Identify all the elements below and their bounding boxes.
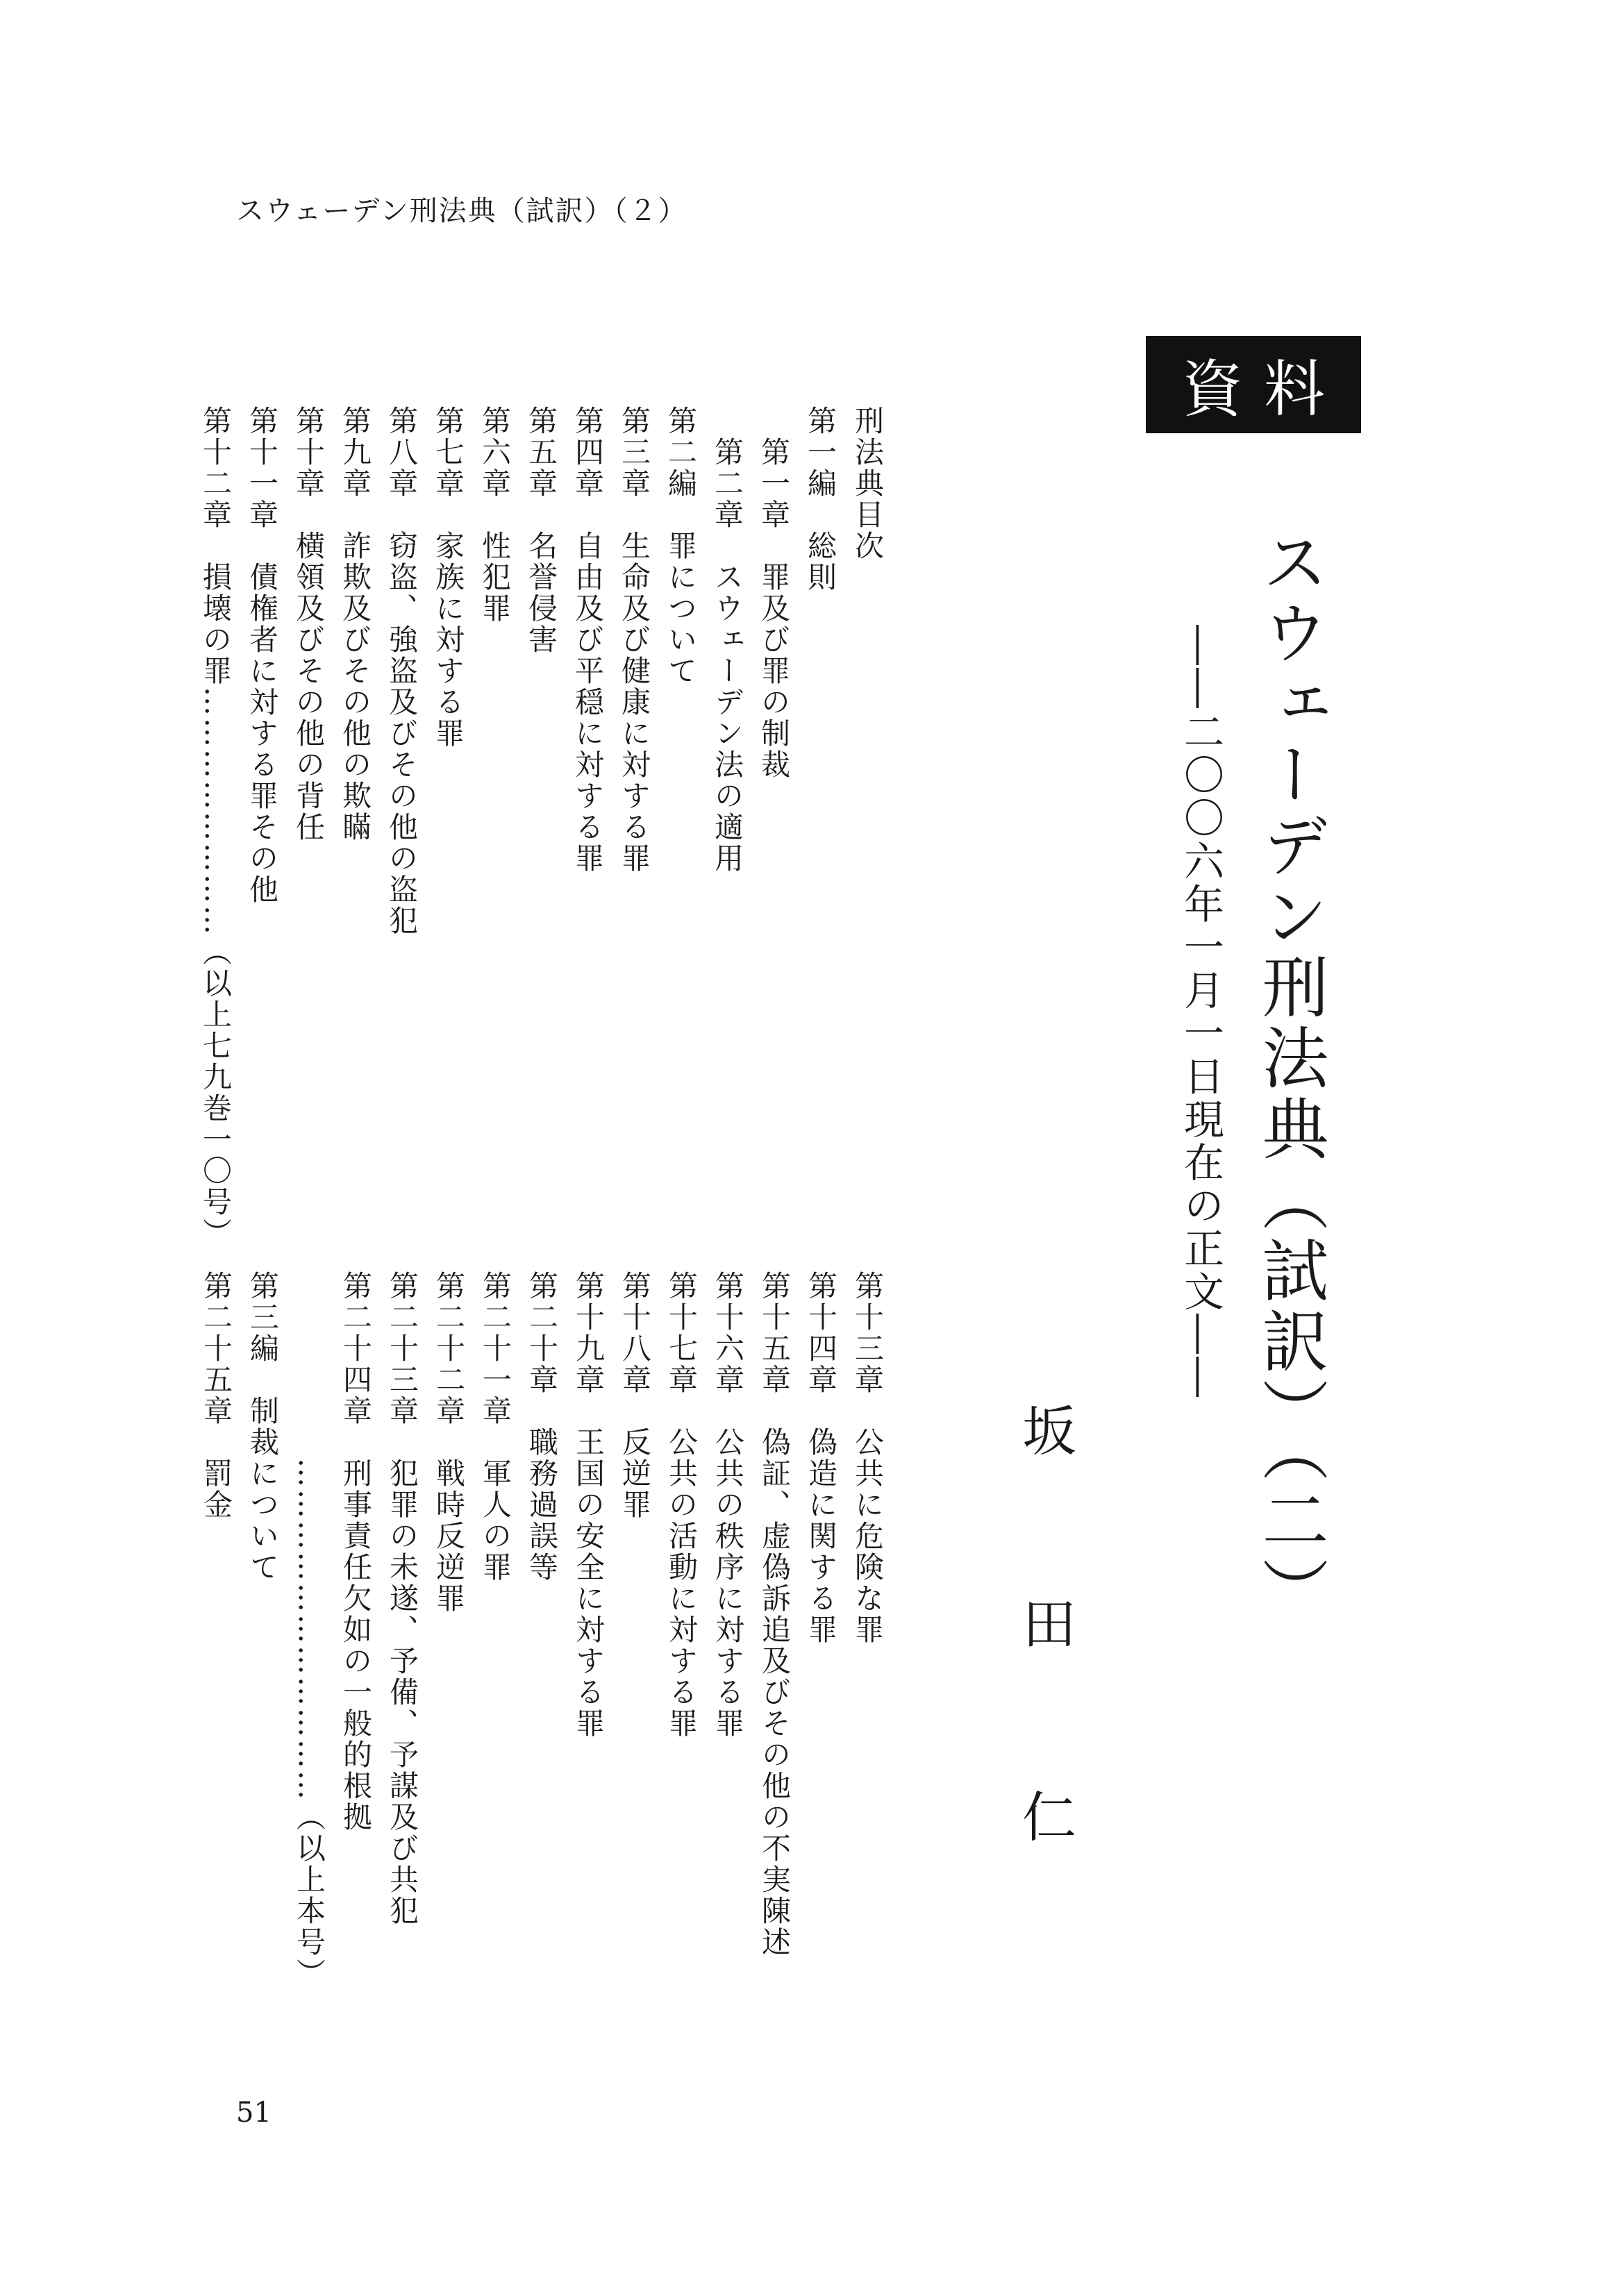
toc-item: 第十七章 公共の活動に対する罪: [665, 1271, 699, 1739]
article-title: スウェーデン刑法典（試訳）（二）: [1251, 528, 1329, 1627]
running-header: スウェーデン刑法典（試訳）（２）: [236, 195, 687, 227]
toc-item: 第三章 生命及び健康に対する罪: [617, 405, 651, 874]
toc-item: 第十二章 損壊の罪……………………（以上七九巻一〇号）: [199, 405, 233, 1249]
toc-item: 第二編 罪について: [664, 405, 698, 687]
article-subtitle: ――二〇〇六年一月一日現在の正文――: [1177, 625, 1224, 1400]
toc-item: 第十九章 王国の安全に対する罪: [572, 1271, 606, 1739]
section-label-text: 資料: [1181, 353, 1346, 425]
toc-item: 第三編 制裁について: [246, 1271, 280, 1583]
toc-item: 第十章 横領及びその他の背任: [292, 405, 326, 843]
section-label: [1146, 336, 1361, 433]
toc-item: 第五章 名誉侵害: [524, 405, 558, 655]
toc-item: 第十五章 偽証、虚偽訴追及びその他の不実陳述: [758, 1271, 792, 1958]
toc-item: 第二十一章 軍人の罪: [478, 1271, 512, 1583]
toc-item: 第二十章 職務過誤等: [525, 1271, 559, 1583]
toc-item: 第六章 性犯罪: [478, 405, 512, 624]
toc-item: 第一章 罪及び罪の制裁: [757, 405, 791, 780]
toc-item: 第十八章 反逆罪: [618, 1271, 652, 1520]
toc-heading: 刑法典目次: [851, 405, 885, 562]
toc-item: 第二十五章 罰金: [199, 1271, 233, 1520]
toc-item: 第十一章 債権者に対する罪その他: [245, 405, 279, 905]
author-name: 坂田仁: [1013, 1402, 1076, 1981]
toc-item: 第七章 家族に対する罪: [431, 405, 465, 749]
toc-item: 第四章 自由及び平穏に対する罪: [571, 405, 605, 874]
toc-item: 第二章 スウェーデン法の適用: [710, 405, 744, 874]
toc-item: 第二十四章 刑事責任欠如の一般的根拠: [339, 1271, 373, 1833]
toc-item: 第十六章 公共の秩序に対する罪: [711, 1271, 745, 1739]
toc-item: 第一編 総則: [803, 405, 837, 593]
toc-item: ……………………………（以上本号）: [292, 1271, 326, 1989]
toc-item: 第九章 詐欺及びその他の欺瞞: [338, 405, 372, 843]
toc-item: 第八章 窃盗、強盗及びその他の盗犯: [385, 405, 419, 937]
toc-item: 第二十三章 犯罪の未遂、予備、予謀及び共犯: [385, 1271, 419, 1927]
toc-item: 第十四章 偽造に関する罪: [804, 1271, 838, 1645]
page-number: 51: [236, 2097, 272, 2129]
toc-item: 第十三章 公共に危険な罪: [851, 1271, 885, 1645]
toc-item: 第二十二章 戦時反逆罪: [432, 1271, 466, 1614]
